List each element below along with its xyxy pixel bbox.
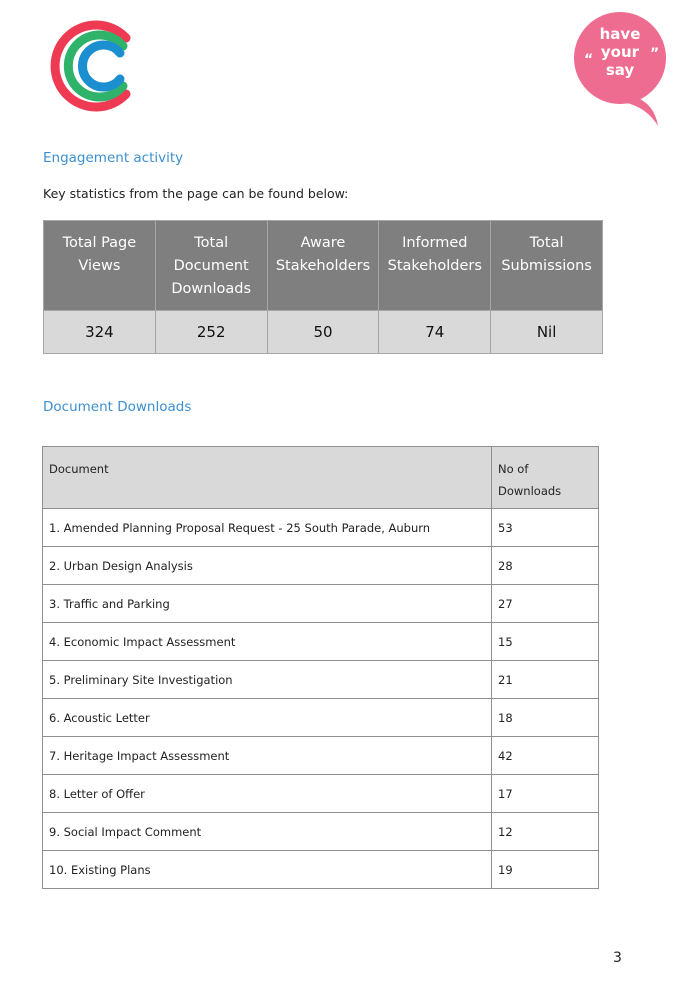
document-name: 8. Letter of Offer: [43, 775, 492, 813]
table-row: [43, 585, 599, 623]
engagement-heading: Engagement activity: [43, 150, 184, 166]
stat-header: Aware Stakeholders: [267, 221, 379, 311]
have-your-say-logo: [570, 6, 674, 130]
table-row: [43, 737, 599, 775]
download-count: 27: [492, 585, 599, 623]
stat-value: Nil: [491, 311, 603, 354]
logo-word-have: have: [599, 25, 641, 43]
stat-header: Informed Stakeholders: [379, 221, 491, 311]
stat-value: 74: [379, 311, 491, 354]
download-count: 53: [492, 509, 599, 547]
logo-word-your: your: [600, 43, 640, 61]
document-name: 7. Heritage Impact Assessment: [43, 737, 492, 775]
stats-value-row: [44, 311, 603, 354]
download-count: 12: [492, 813, 599, 851]
download-count: 42: [492, 737, 599, 775]
document-name: 9. Social Impact Comment: [43, 813, 492, 851]
column-header-downloads: No of Downloads: [492, 447, 599, 509]
stat-value: 252: [155, 311, 267, 354]
download-count: 28: [492, 547, 599, 585]
svg-text:”: ”: [650, 46, 660, 62]
svg-text:“: “: [584, 52, 594, 68]
table-row: [43, 623, 599, 661]
document-name: 1. Amended Planning Proposal Request - 25 South Parade, Auburn: [43, 509, 492, 547]
download-count: 21: [492, 661, 599, 699]
table-row: [43, 699, 599, 737]
table-row: [43, 851, 599, 889]
document-name: 2. Urban Design Analysis: [43, 547, 492, 585]
logo-word-say: say: [605, 61, 635, 79]
table-row: [43, 509, 599, 547]
download-count: 17: [492, 775, 599, 813]
table-row: [43, 813, 599, 851]
stat-header: Total Submissions: [491, 221, 603, 311]
downloads-heading: Document Downloads: [43, 399, 192, 415]
download-count: 18: [492, 699, 599, 737]
document-name: 10. Existing Plans: [43, 851, 492, 889]
stat-header: Total Page Views: [44, 221, 156, 311]
document-name: 3. Traffic and Parking: [43, 585, 492, 623]
download-count: 19: [492, 851, 599, 889]
column-header-document: Document: [43, 447, 492, 509]
council-logo: [48, 16, 140, 116]
table-header-row: [43, 447, 599, 509]
document-name: 4. Economic Impact Assessment: [43, 623, 492, 661]
download-count: 15: [492, 623, 599, 661]
stat-header: Total Document Downloads: [155, 221, 267, 311]
stat-value: 324: [44, 311, 156, 354]
intro-text: Key statistics from the page can be found below:: [43, 186, 349, 201]
document-downloads-table: [42, 446, 599, 889]
table-row: [43, 775, 599, 813]
page-number: 3: [613, 950, 622, 966]
table-row: [43, 661, 599, 699]
table-row: [43, 547, 599, 585]
key-statistics-table: [43, 220, 603, 354]
council-logo-icon: [48, 16, 140, 116]
stats-header-row: [44, 221, 603, 311]
stat-value: 50: [267, 311, 379, 354]
document-name: 6. Acoustic Letter: [43, 699, 492, 737]
document-name: 5. Preliminary Site Investigation: [43, 661, 492, 699]
